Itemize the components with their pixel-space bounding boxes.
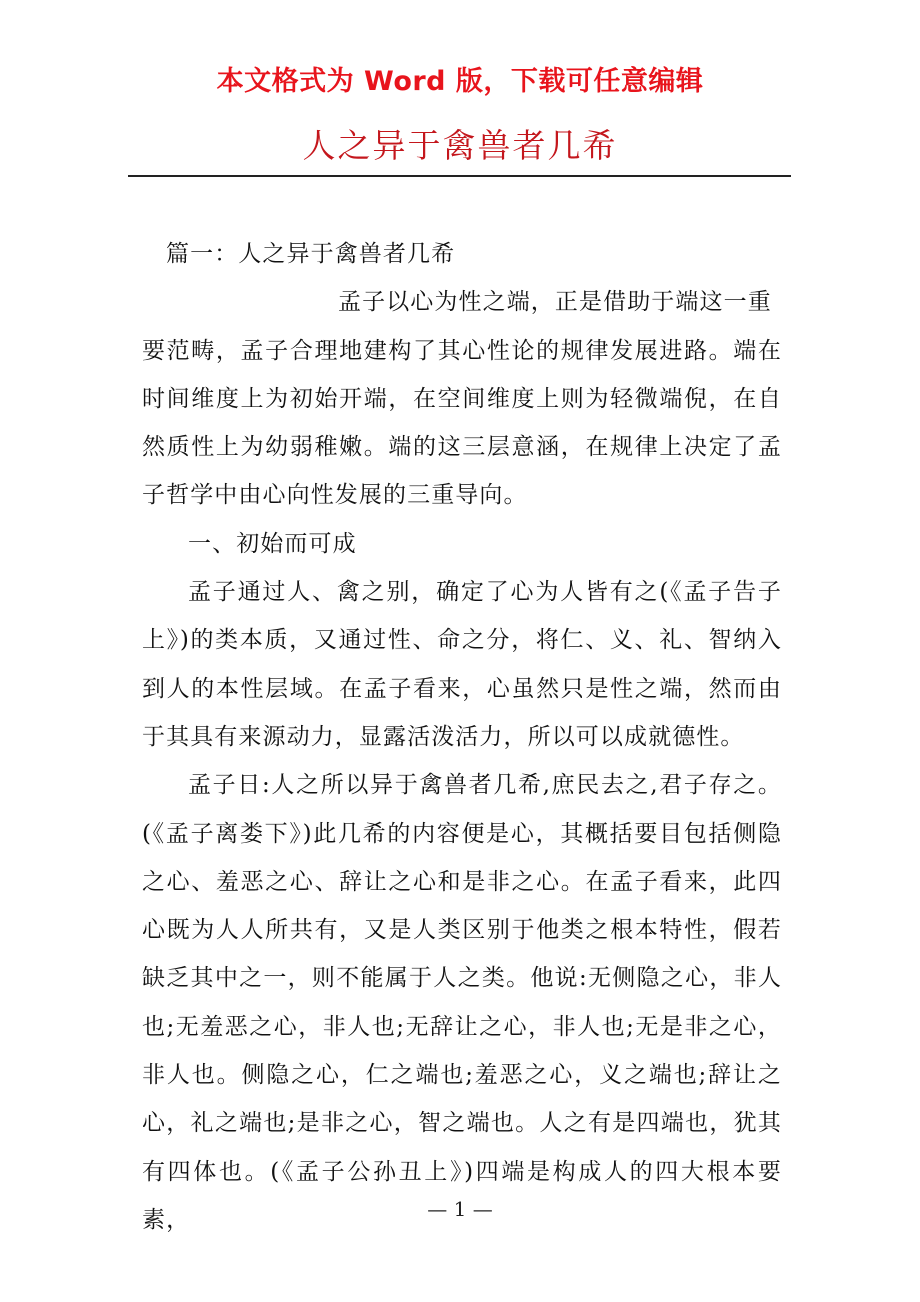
document-title: 人之异于禽兽者几希 (302, 126, 618, 165)
paragraph-2: 孟子通过人、禽之别，确定了心为人皆有之(《孟子告子上》)的类本质，又通过性、命之分，将仁、义、礼、智纳入到人的本性层域。在孟子看来，心虽然只是性之端，然而由于其具有来源动力，显露活泼活力，所以可以成就德性。 (142, 579, 782, 750)
format-notice-banner: 本文格式为 Word 版，下载可任意编辑 (216, 66, 704, 97)
paragraph-1-body: 要范畴，孟子合理地建构了其心性论的规律发展进路。端在时间维度上为初始开端，在空间维度上则为轻微端倪，在自然质性上为幼弱稚嫩。端的这三层意涵，在规律上决定了孟子哲学中由心向性发展的三重导向。 (142, 337, 782, 509)
article-subtitle: 篇一：人之异于禽兽者几希 (166, 241, 456, 267)
paragraph-3: 孟子日:人之所以异于禽兽者几希,庶民去之,君子存之。(《孟子离娄下》)此几希的内容便是心，其概括要目包括侧隐之心、羞恶之心、辞让之心和是非之心。在孟子看来，此四心既为人人所共有，又是人类区别于他类之根本特性，假若缺乏其中之一，则不能属于人之类。他说:无侧隐之心，非人也;无羞恶之心，非人也;无辞让之心，非人也;无是非之心，非人也。侧隐之心，仁之端也;羞恶之心，义之端也;辞让之心，礼之端也;是非之心，智之端也。人之有是四端也，犹其有四体也。(《孟子公孙丑上》)四端是构成人的四大根本要素， (142, 772, 782, 1233)
page-number: — 1 — (427, 1197, 493, 1221)
title-divider (128, 175, 791, 177)
paragraph-1-lead: 孟子以心为性之端，正是借助于端这一重 (338, 289, 772, 316)
section-heading: 一、初始而可成 (188, 530, 357, 557)
document-body (142, 230, 782, 1244)
